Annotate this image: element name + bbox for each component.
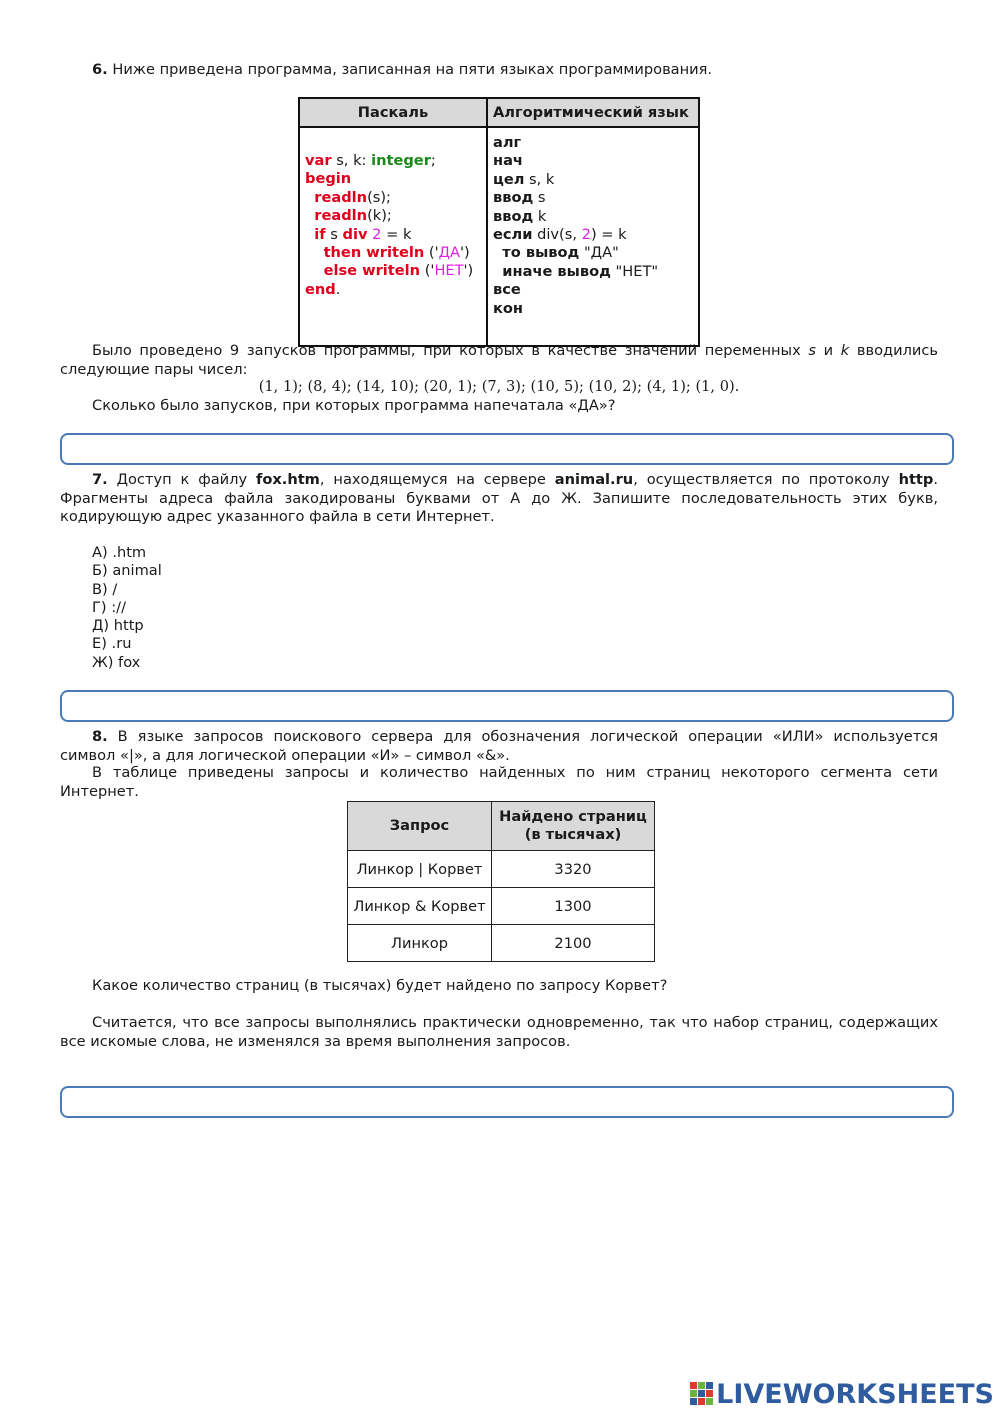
q8-question: Какое количество страниц (в тысячах) будет найдено по запросу Корвет? <box>92 977 668 994</box>
q7-answer-input[interactable] <box>60 690 954 722</box>
liveworksheets-logo <box>690 1376 994 1412</box>
header-query: Запрос <box>348 802 492 851</box>
liveworksheets-icon <box>690 1382 714 1406</box>
q6-answer-input[interactable] <box>60 433 954 465</box>
q8-note: Считается, что все запросы выполнялись практически одновременно, так что набор страниц, содержащих все искомые слова, не изменялся за время выполнения запросов. <box>60 1014 938 1050</box>
pascal-code: var s, k: integer; begin readln(s); readln(k); if s div 2 = k then writeln ('ДА') else writeln ('НЕТ') end. <box>299 127 487 346</box>
q8-query-table <box>347 801 655 962</box>
header-algo: Алгоритмический язык <box>487 98 699 127</box>
option-d: Д) http <box>92 617 144 635</box>
option-a: А) .htm <box>92 544 147 561</box>
table-row: Линкор 2100 <box>348 925 655 962</box>
option-v: В) / <box>92 580 118 598</box>
option-zh: Ж) fox <box>92 653 141 671</box>
header-found: Найдено страниц (в тысячах) <box>492 802 655 851</box>
algo-code: алг нач цел s, k ввод s ввод k если div(s, 2) = k то вывод "ДА" иначе вывод "НЕТ" все кон <box>487 127 699 346</box>
q8-text: 8. В языке запросов поискового сервера для обозначения логической операции «ИЛИ» используется символ «|», а для логической операции «И» – символ «&». <box>60 728 938 764</box>
q6-pairs: (1, 1); (8, 4); (14, 10); (20, 1); (7, 3); (10, 5); (10, 2); (4, 1); (1, 0). <box>258 378 740 395</box>
q7-options <box>92 544 162 672</box>
option-b: Б) animal <box>92 562 162 580</box>
q8-text-2: В таблице приведены запросы и количество найденных по ним страниц некоторого сегмента сети Интернет. <box>60 764 938 800</box>
q6-code-table <box>298 97 700 347</box>
option-e: Е) .ru <box>92 635 132 653</box>
option-g: Г) :// <box>92 598 126 616</box>
q7-text: 7. Доступ к файлу fox.htm, находящемуся на сервере animal.ru, осуществляется по протоколу http. Фрагменты адреса файла закодированы буквами от А до Ж. Запишите последовательность этих букв, кодирующую адрес указанного файла в сети Интернет. <box>60 471 938 525</box>
q6-question: Сколько было запусков, при которых программа напечатала «ДА»? <box>92 397 616 414</box>
q6-number: 6. <box>92 61 108 78</box>
q6-intro: 6. Ниже приведена программа, записанная на пяти языках программирования. <box>92 61 713 78</box>
logo-text: LIVEWORKSHEETS <box>716 1378 994 1410</box>
q6-runs-text: Было проведено 9 запусков программы, при которых в качестве значений переменных s и k вводились следующие пары чисел: <box>60 342 939 378</box>
header-pascal: Паскаль <box>299 98 487 127</box>
table-row: Линкор | Корвет 3320 <box>348 851 655 888</box>
table-row: Линкор & Корвет 1300 <box>348 888 655 925</box>
q8-answer-input[interactable] <box>60 1086 954 1118</box>
